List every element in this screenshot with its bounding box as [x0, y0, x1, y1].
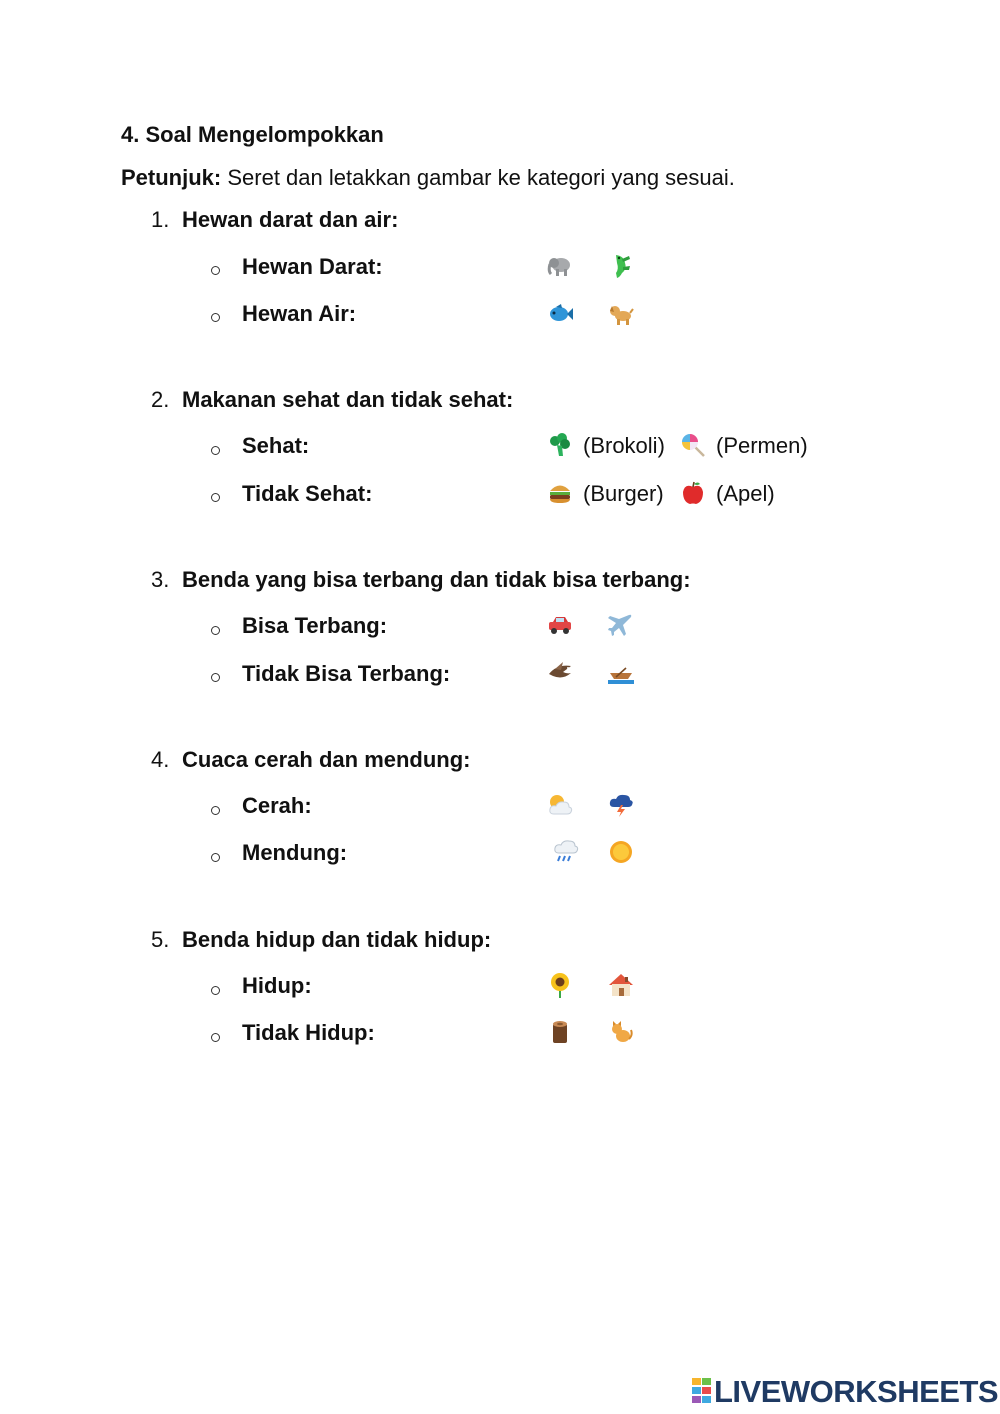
bullet-icon: [211, 626, 220, 635]
lollipop-icon[interactable]: [680, 432, 706, 458]
logo-text: LIVEWORKSHEETS: [714, 1374, 999, 1409]
broccoli-icon[interactable]: [547, 432, 573, 458]
wood-log-icon[interactable]: [547, 1019, 573, 1045]
category-label: Mendung:: [242, 840, 348, 865]
instruction: [121, 165, 735, 191]
cat-icon[interactable]: [608, 1019, 634, 1045]
logo-mark-icon: [692, 1378, 714, 1404]
category-label: Cerah:: [242, 793, 312, 818]
bullet-icon: [211, 1033, 220, 1042]
food-name: (Permen): [716, 433, 808, 458]
category-label: Hidup:: [242, 973, 312, 998]
bullet-icon: [211, 493, 220, 502]
bullet-icon: [211, 853, 220, 862]
bullet-icon: [211, 806, 220, 815]
question-text: Benda yang bisa terbang dan tidak bisa terbang:: [182, 567, 691, 592]
car-icon[interactable]: [547, 612, 573, 638]
sun-behind-cloud-icon[interactable]: [547, 792, 573, 818]
category-label: Sehat:: [242, 433, 310, 458]
category-label: Tidak Hidup:: [242, 1020, 375, 1045]
section-title: 4. Soal Mengelompokkan: [121, 122, 384, 147]
category-label: Hewan Air:: [242, 301, 357, 326]
burger-icon[interactable]: [547, 480, 573, 506]
food-name: (Burger): [583, 481, 664, 506]
category-label: Tidak Sehat:: [242, 481, 373, 506]
question-number: 3.: [151, 567, 170, 592]
question-text: Cuaca cerah dan mendung:: [182, 747, 471, 772]
apple-icon[interactable]: [680, 480, 706, 506]
question-number: 4.: [151, 747, 170, 772]
instruction-label: Petunjuk:: [121, 165, 222, 190]
storm-cloud-icon[interactable]: [608, 792, 634, 818]
house-icon[interactable]: [608, 972, 634, 998]
rain-cloud-icon[interactable]: [553, 839, 579, 865]
food-name: (Apel): [716, 481, 775, 506]
bullet-icon: [211, 313, 220, 322]
category-label: Bisa Terbang:: [242, 613, 388, 638]
instruction-text: Seret dan letakkan gambar ke kategori yang sesuai.: [221, 165, 735, 190]
bullet-icon: [211, 986, 220, 995]
category-label: Tidak Bisa Terbang:: [242, 661, 451, 686]
question-number: 1.: [151, 207, 170, 232]
question-number: 5.: [151, 927, 170, 952]
sun-icon[interactable]: [608, 839, 634, 865]
bullet-icon: [211, 266, 220, 275]
bullet-icon: [211, 446, 220, 455]
food-name: (Brokoli): [583, 433, 665, 458]
question-text: Hewan darat dan air:: [182, 207, 399, 232]
elephant-icon[interactable]: [547, 253, 573, 279]
bullet-icon: [211, 673, 220, 682]
boat-icon[interactable]: [608, 660, 634, 686]
question-text: Makanan sehat dan tidak sehat:: [182, 387, 514, 412]
category-label: Hewan Darat:: [242, 254, 383, 279]
airplane-icon[interactable]: [608, 612, 634, 638]
fish-icon[interactable]: [547, 301, 573, 327]
crocodile-icon[interactable]: [608, 253, 634, 279]
bird-icon[interactable]: [547, 660, 573, 686]
question-text: Benda hidup dan tidak hidup:: [182, 927, 492, 952]
dog-icon[interactable]: [608, 301, 634, 327]
sunflower-icon[interactable]: [547, 972, 573, 998]
question-number: 2.: [151, 387, 170, 412]
